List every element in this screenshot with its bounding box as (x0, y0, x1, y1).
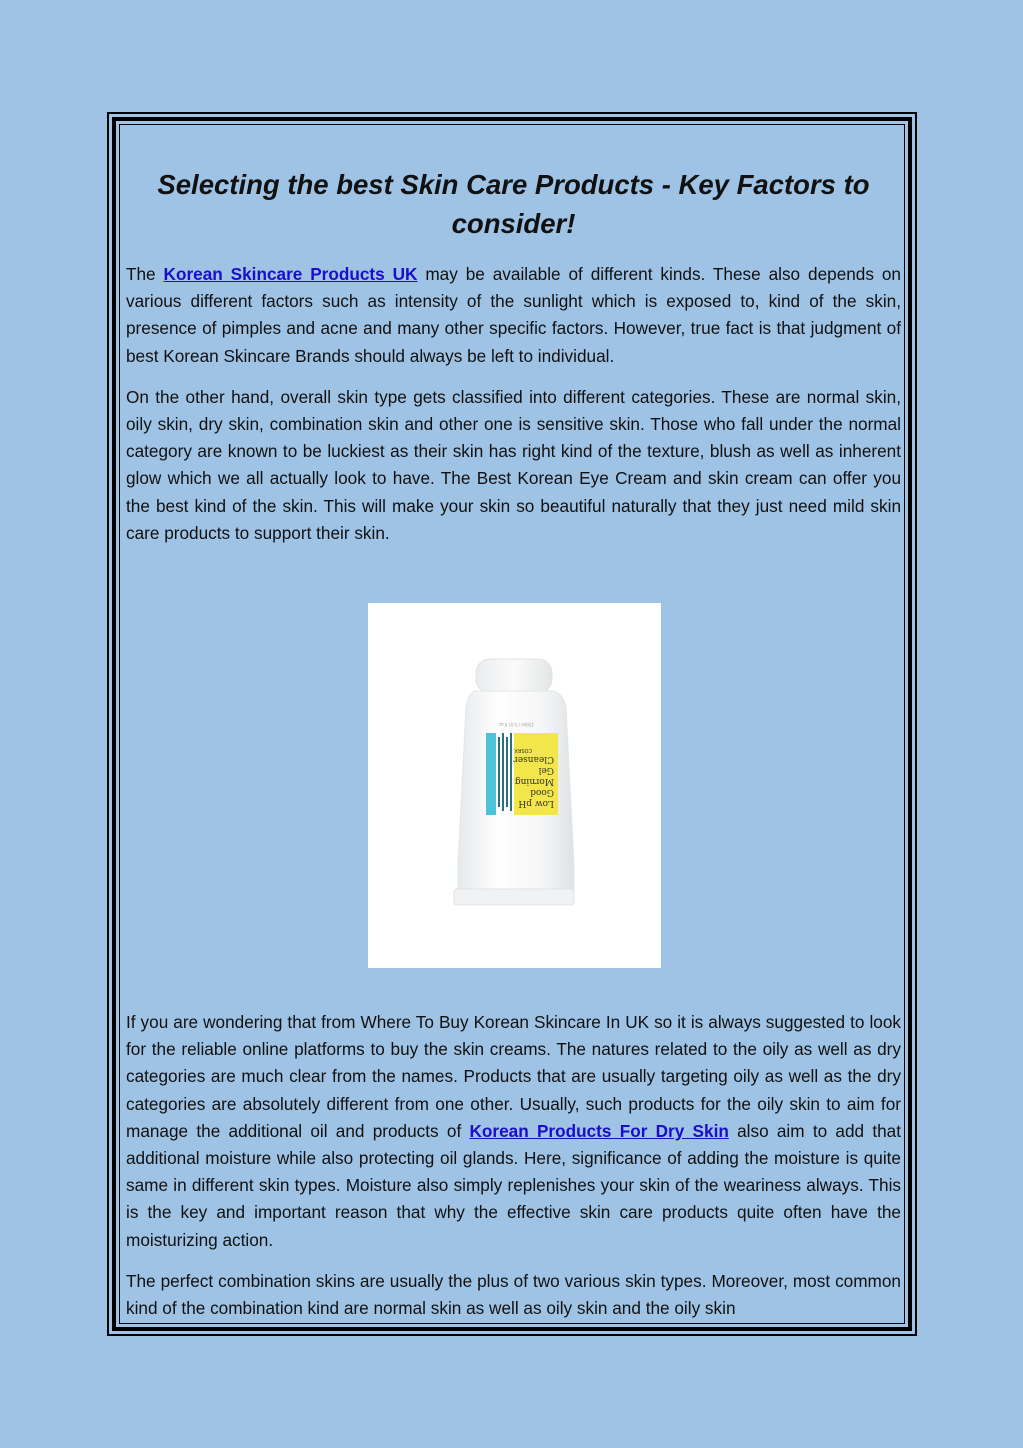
document-body (126, 165, 901, 1324)
svg-text:Good: Good (530, 787, 554, 798)
svg-text:Morning: Morning (514, 776, 554, 787)
paragraph-combination-skin: The perfect combination skins are usually the plus of two various skin types. Moreover, most common kind of the combination kind are normal skin as well as oily skin and the oily skin (126, 1270, 901, 1319)
product-image-area (126, 561, 901, 1009)
paragraph-where-to-buy-lead: If you are wondering that from Where To Buy Korean Skincare In UK so it is always suggested to look for the reliable online platforms to buy the skin creams. The natures related to the oily as well as dry categories are much clear from the names. Products that are usually targeting oily as well as the dry categories are absolutely different from one other. Usually, such products for the oily skin to aim for manage the additional oil and products of (126, 1012, 901, 1141)
page-border-inner (119, 124, 905, 1324)
link-korean-products-for-dry-skin[interactable]: Korean Products For Dry Skin (469, 1120, 729, 1141)
paragraph-skin-types: On the other hand, overall skin type gets classified into different categories. These are normal skin, oily skin, dry skin, combination skin and other one is sensitive skin. Those who fall under the normal category are known to be luckiest as their skin has right kind of the texture, blush as well as inherent glow which we all actually look to have. The Best Korean Eye Cream and skin cream can offer you the best kind of the skin. This will make your skin so beautiful naturally that they just need mild skin care products to support their skin. (126, 386, 901, 543)
paragraph-where-to-buy (126, 1009, 901, 1254)
svg-text:COSRX: COSRX (514, 747, 532, 754)
paragraph-intro-rest: may be available of different kinds. These also depends on various different factors such as intensity of the sunlight which is exposed to, kind of the skin, presence of pimples and acne and many other specific factors. However, true fact is that judgment of best Korean Skincare Brands should always be left to individual. (126, 264, 901, 366)
link-korean-skincare-products-uk[interactable]: Korean Skincare Products UK (163, 264, 418, 284)
svg-text:150ml / 5.07 fl.oz: 150ml / 5.07 fl.oz (498, 722, 534, 728)
paragraph-intro-lead: The (126, 264, 164, 284)
svg-text:Low pH: Low pH (518, 798, 554, 809)
paragraph-intro (126, 261, 901, 370)
svg-text:Cleanser: Cleanser (513, 754, 554, 765)
paragraph-where-to-buy-rest: also aim to add that additional moisture while also protecting oil glands. Here, significance of adding the moisture is quite same in different skin types. Moisture also simply replenishes your skin of the weariness always. This is the key and important reason that why the effective skin care products quite often have the moisturizing action. (126, 1120, 902, 1250)
document-title: Selecting the best Skin Care Products - Key Factors to consider! (157, 169, 870, 239)
page-border (107, 112, 917, 1336)
page-border-thick (112, 117, 912, 1331)
product-photo (368, 603, 661, 968)
svg-text:Gel: Gel (538, 765, 554, 776)
cleanser-tube-image (368, 603, 661, 968)
